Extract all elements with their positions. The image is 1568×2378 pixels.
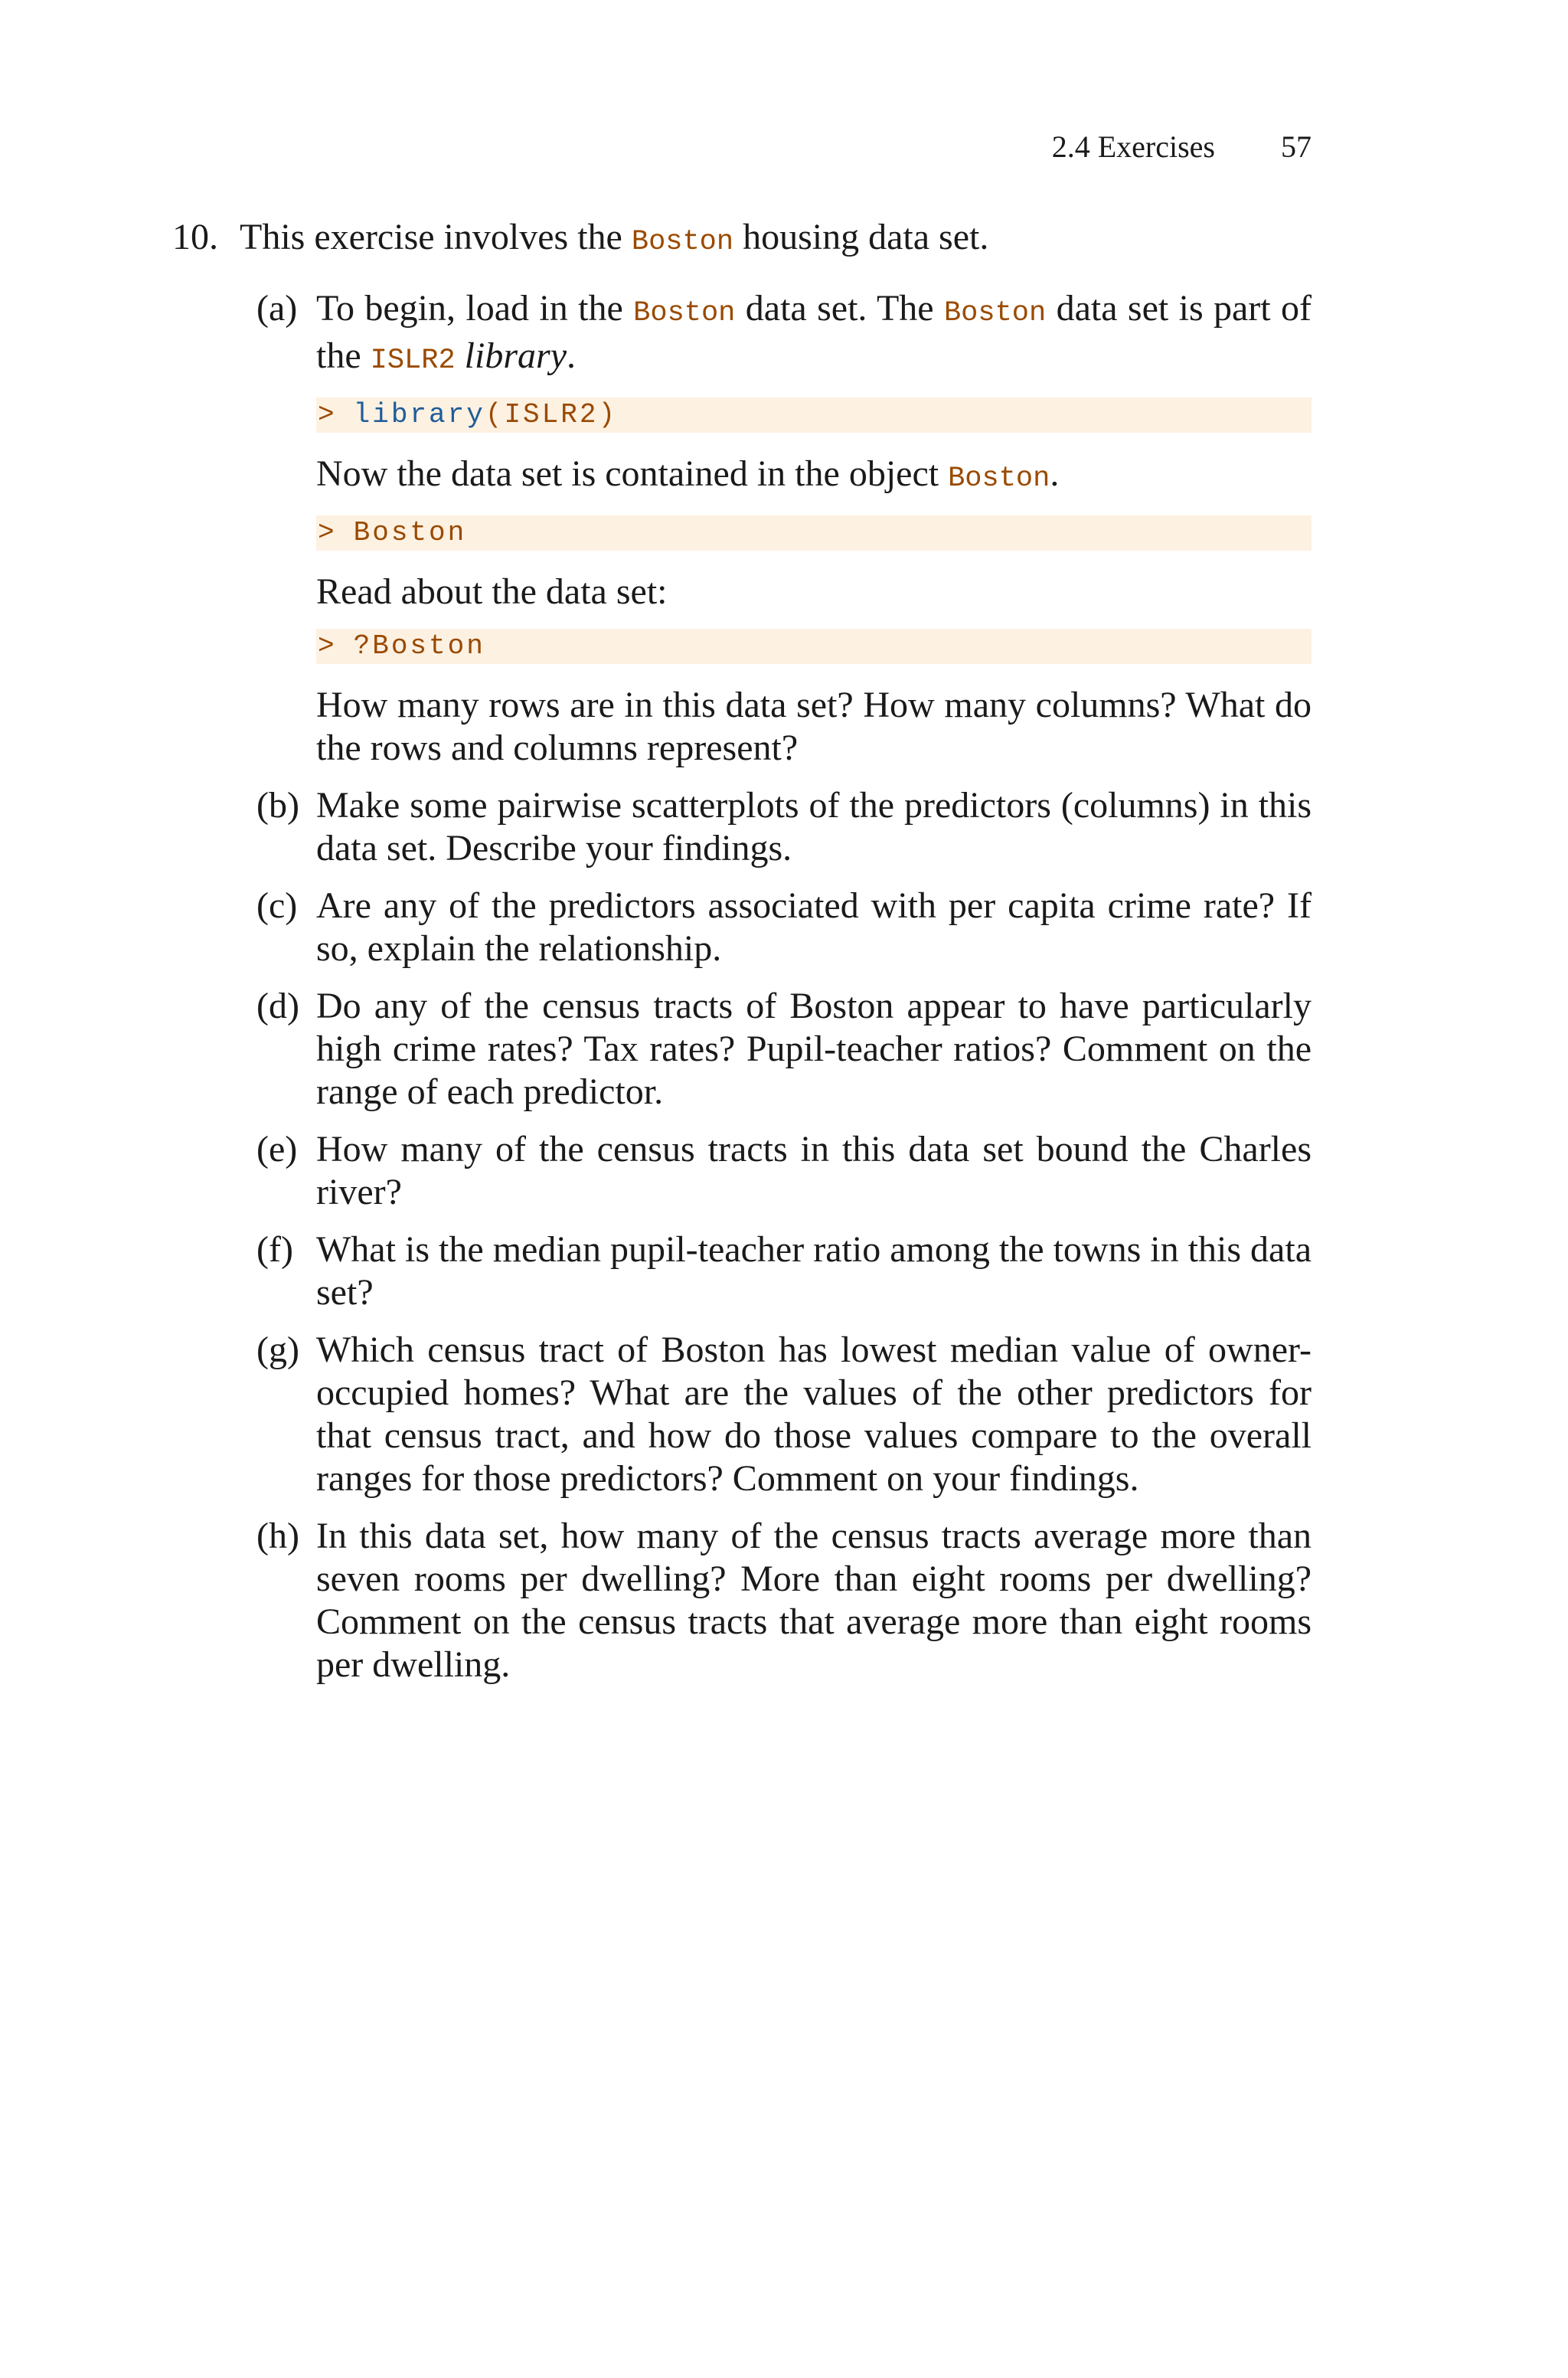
part-label: [243, 1515, 316, 1686]
part-f: [243, 1228, 1312, 1314]
part-g-body: Which census tract of Boston has lowest median value of owner-occupied homes? What are the values of the other predictors for that census tract, and how do those values compare to the overall ranges for those predictors? Comment on your findings.: [316, 1330, 1312, 1499]
part-h: [243, 1515, 1312, 1686]
code-inline-islr2: ISLR2: [370, 345, 456, 377]
part-b-body: Make some pairwise scatterplots of the predictors (columns) in this data set. Describe your findings.: [316, 785, 1312, 868]
part-a-body: [316, 287, 1312, 770]
exercise-stem-text: [240, 216, 1317, 263]
code-block-library: [316, 397, 1312, 433]
part-a-label: (a): [256, 288, 298, 329]
part-f-body: What is the median pupil-teacher ratio among the towns in this data set?: [316, 1229, 1312, 1313]
code-text: Boston: [353, 517, 467, 548]
part-h-label: (h): [256, 1516, 299, 1556]
code-inline-boston: Boston: [631, 226, 734, 258]
code-block-boston: [316, 515, 1312, 551]
text-run: data set. The: [735, 288, 944, 329]
code-text: ?Boston: [353, 630, 485, 662]
code-inline-boston: Boston: [948, 463, 1050, 495]
part-a-paragraph-2: [316, 453, 1312, 500]
part-a-paragraph-3: Read about the data set:: [316, 571, 668, 612]
code-inline-boston: Boston: [633, 297, 736, 329]
stem-text-end: housing data set.: [733, 217, 989, 257]
code-function: library: [353, 399, 485, 430]
part-label: [243, 1329, 316, 1500]
text-run: data set is part of the: [316, 288, 1312, 376]
code-prompt: >: [318, 399, 337, 430]
code-argument: (ISLR2): [485, 399, 618, 430]
page-number: 57: [1281, 129, 1312, 164]
part-label: [243, 1128, 316, 1214]
part-c-label: (c): [256, 885, 298, 926]
code-inline-boston: Boston: [943, 297, 1047, 329]
code-block-help: [316, 629, 1312, 664]
part-a-paragraph-1: [316, 287, 1312, 382]
part-b-label: (b): [256, 785, 299, 826]
code-prompt: >: [318, 517, 337, 548]
part-a-paragraph-4: How many rows are in this data set? How many columns? What do the rows and columns represent?: [316, 685, 1312, 768]
exercise-parts: [243, 287, 1312, 1701]
part-g: [243, 1329, 1312, 1500]
part-label: [243, 784, 316, 870]
stem-text-start: This exercise involves the: [240, 217, 632, 257]
running-head: [1052, 129, 1312, 165]
part-e: [243, 1128, 1312, 1214]
text-run: To begin, load in the: [316, 288, 634, 329]
part-e-label: (e): [256, 1129, 298, 1169]
part-c-body: Are any of the predictors associated with per capita crime rate? If so, explain the relationship.: [316, 885, 1312, 969]
part-label: [243, 287, 316, 770]
part-label: [243, 985, 316, 1114]
exercise-number: 10.: [172, 217, 218, 257]
exercise-stem: [172, 216, 1317, 263]
part-label: [243, 885, 316, 970]
part-g-label: (g): [256, 1330, 299, 1370]
text-run: .: [567, 335, 577, 376]
part-h-body: In this data set, how many of the census tracts average more than seven rooms per dwelling? More than eight rooms per dwelling? Comment on the census tracts that average more than eight rooms per dwelling.: [316, 1516, 1312, 1685]
part-label: [243, 1228, 316, 1314]
section-title: 2.4 Exercises: [1051, 129, 1215, 164]
exercise-10: [172, 216, 1317, 263]
text-run: .: [1050, 453, 1060, 494]
part-a: [243, 287, 1312, 770]
part-d: [243, 985, 1312, 1114]
code-prompt: >: [318, 630, 337, 662]
part-f-label: (f): [256, 1229, 293, 1270]
text-run: [456, 335, 465, 376]
part-e-body: How many of the census tracts in this data set bound the Charles river?: [316, 1129, 1312, 1212]
part-c: [243, 885, 1312, 970]
italic-library: library: [464, 335, 567, 376]
part-d-label: (d): [256, 986, 299, 1026]
part-b: [243, 784, 1312, 870]
text-run: Now the data set is contained in the object: [316, 453, 949, 494]
part-d-body: Do any of the census tracts of Boston appear to have particularly high crime rates? Tax rates? Pupil-teacher ratios? Comment on the range of each predictor.: [316, 986, 1312, 1112]
